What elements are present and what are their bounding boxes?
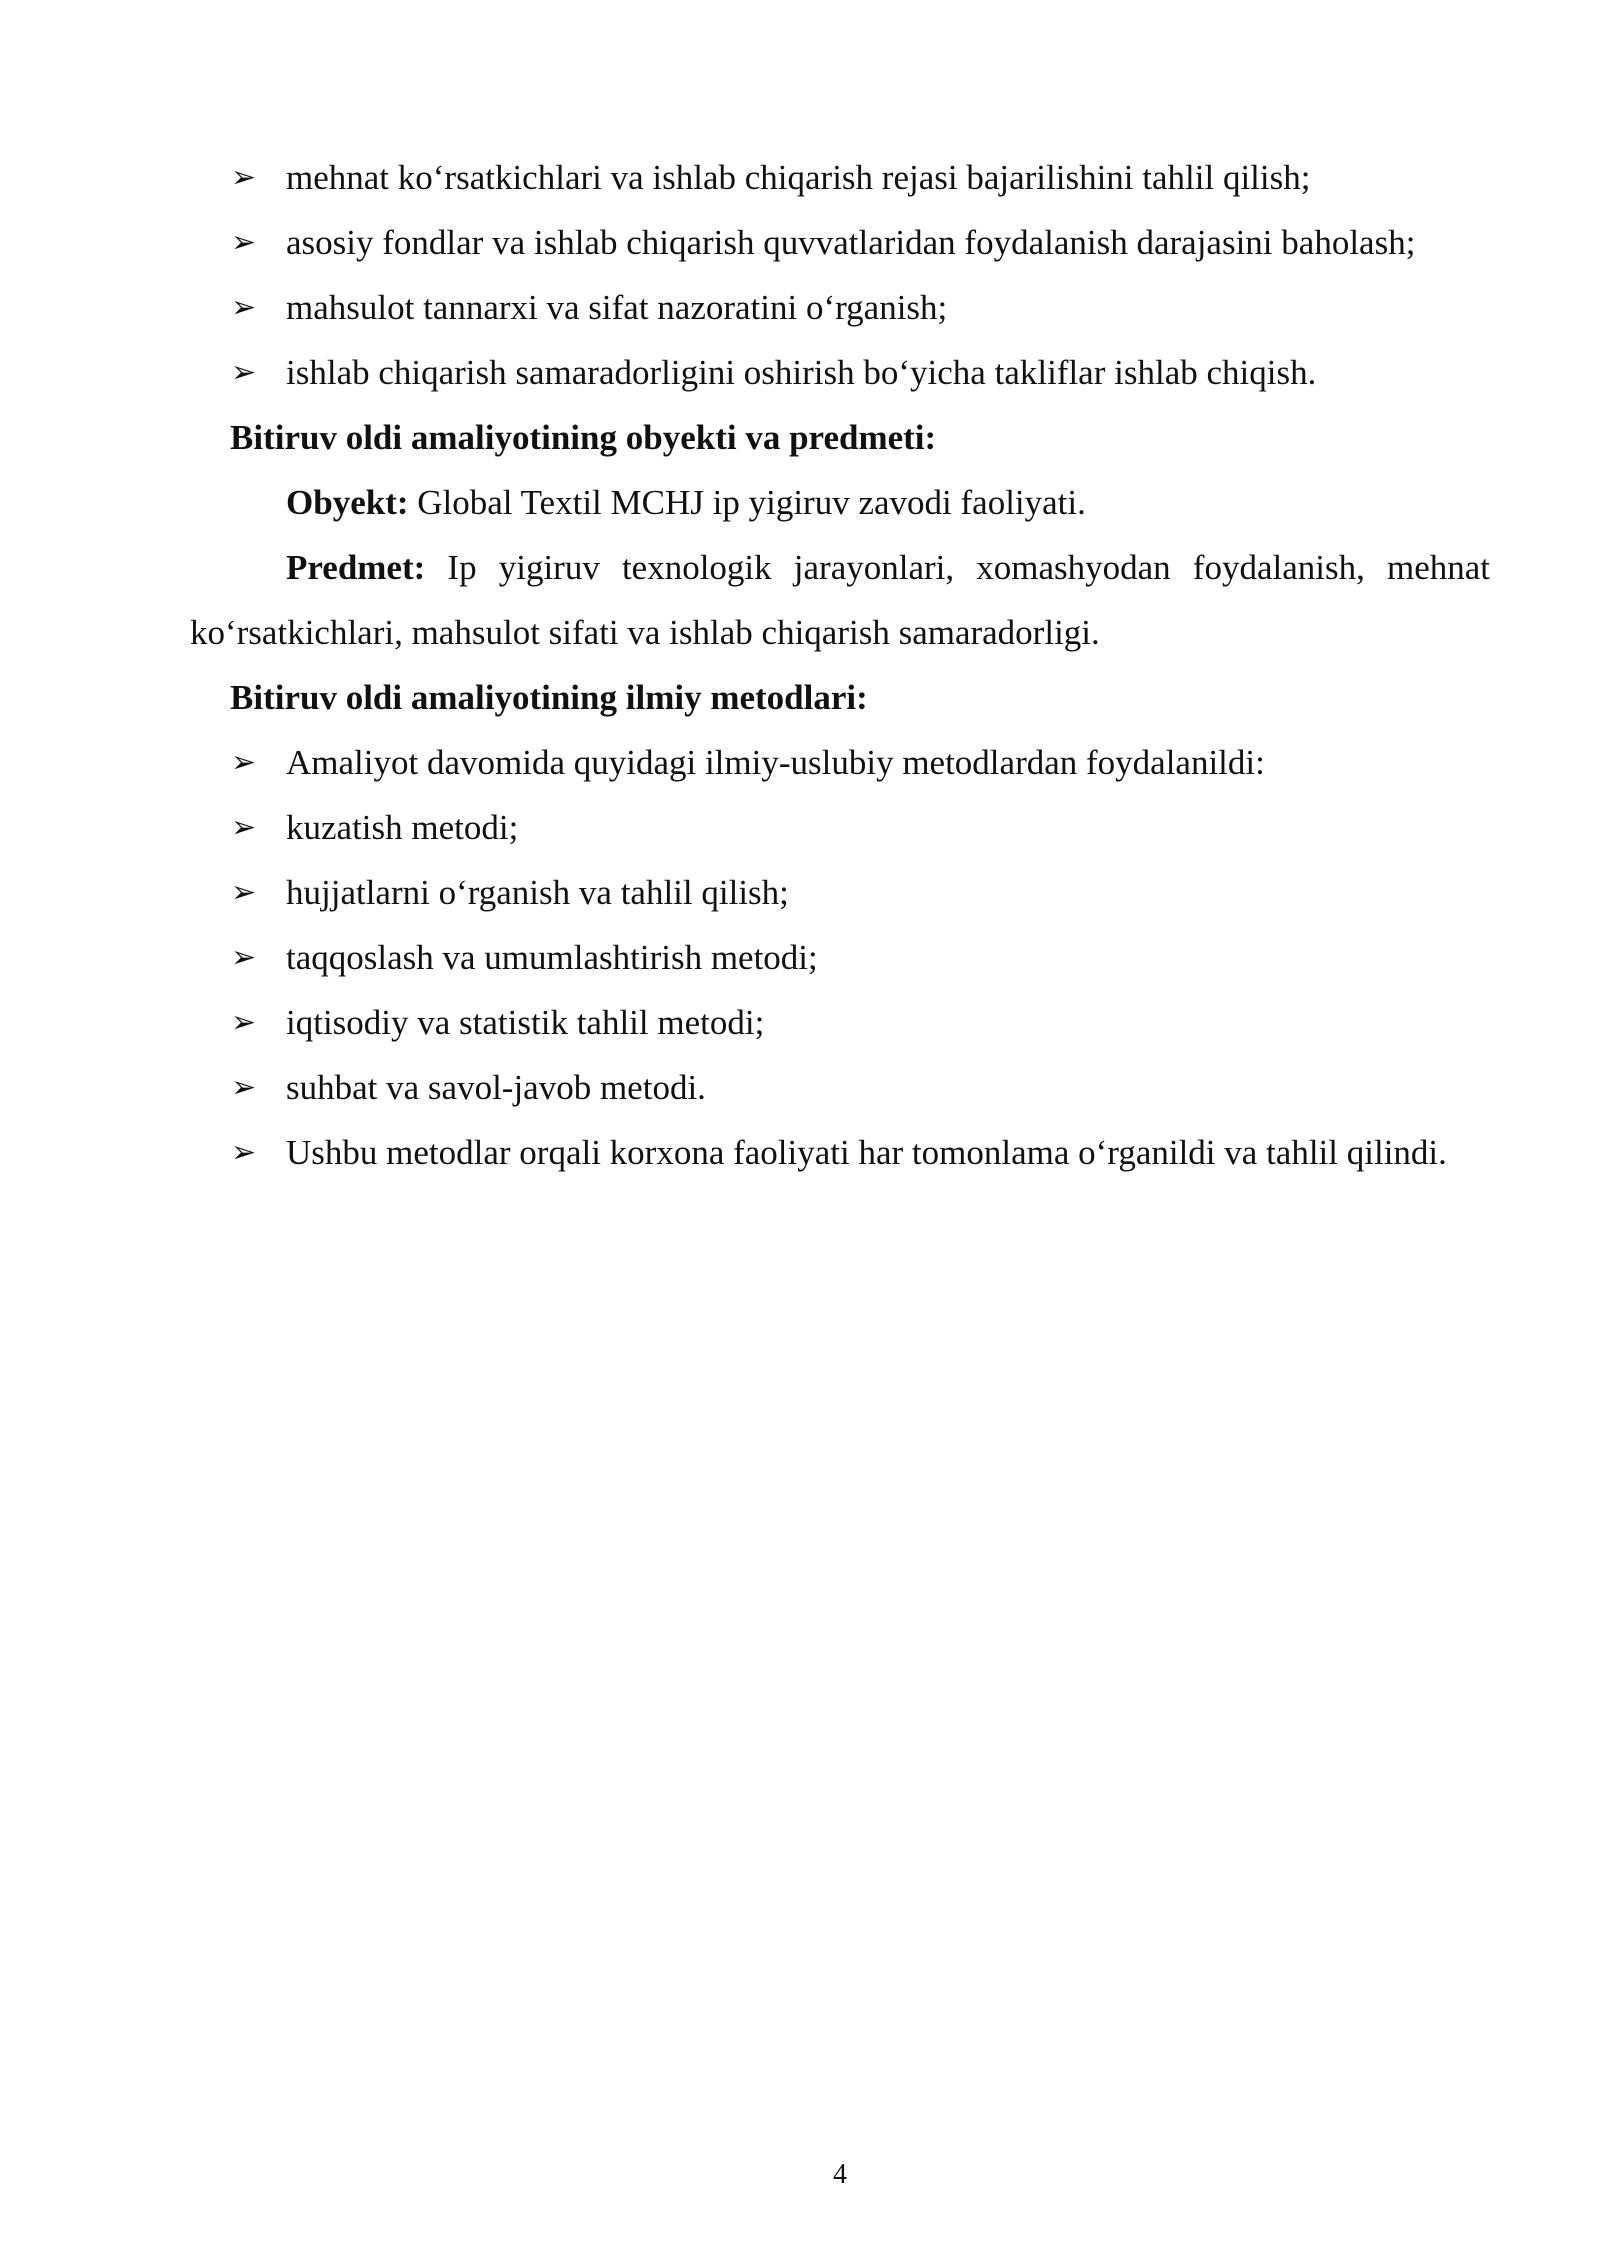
arrow-bullet-icon: ➢	[231, 160, 257, 195]
arrow-bullet-icon: ➢	[231, 810, 257, 845]
list-item	[190, 1055, 1490, 1120]
arrow-bullet-icon: ➢	[231, 355, 257, 390]
subject-paragraph	[190, 535, 1490, 665]
list-item	[190, 340, 1490, 405]
list-item	[190, 860, 1490, 925]
section-heading-object-subject: Bitiruv oldi amaliyotining obyekti va predmeti:	[230, 418, 937, 457]
list-item	[190, 795, 1490, 860]
subject-label: Predmet:	[286, 548, 426, 587]
list-item-text: hujjatlarni o‘rganish va tahlil qilish;	[286, 873, 789, 912]
list-item-text: Amaliyot davomida quyidagi ilmiy-uslubiy metodlardan foydalanildi:	[286, 743, 1265, 782]
conclusion-text: Ushbu metodlar orqali korxona faoliyati har tomonlama o‘rganildi va tahlil qilindi.	[286, 1133, 1447, 1172]
list-item	[190, 990, 1490, 1055]
object-paragraph	[190, 470, 1490, 535]
arrow-bullet-icon: ➢	[231, 940, 257, 975]
list-item	[190, 145, 1490, 210]
arrow-bullet-icon: ➢	[231, 1135, 257, 1170]
object-text: Global Textil MCHJ ip yigiruv zavodi faoliyati.	[408, 483, 1086, 522]
subject-text: Ip yigiruv texnologik jarayonlari, xomashyodan foydalanish, mehnat ko‘rsatkichlari, mahsulot sifati va ishlab chiqarish samaradorligi.	[190, 548, 1490, 652]
arrow-bullet-icon: ➢	[231, 290, 257, 325]
list-item-text: asosiy fondlar va ishlab chiqarish quvvatlaridan foydalanish darajasini baholash;	[286, 223, 1416, 262]
arrow-bullet-icon: ➢	[231, 745, 257, 780]
list-item-text: mehnat ko‘rsatkichlari va ishlab chiqarish rejasi bajarilishini tahlil qilish;	[286, 158, 1311, 197]
arrow-bullet-icon: ➢	[231, 1005, 257, 1040]
list-item-text: iqtisodiy va statistik tahlil metodi;	[286, 1003, 765, 1042]
page-content	[190, 145, 1490, 1185]
arrow-bullet-icon: ➢	[231, 875, 257, 910]
list-item	[190, 730, 1490, 795]
conclusion-paragraph	[190, 1120, 1490, 1185]
list-item-text: taqqoslash va umumlashtirish metodi;	[286, 938, 818, 977]
arrow-bullet-icon: ➢	[231, 225, 257, 260]
arrow-bullet-icon: ➢	[231, 1070, 257, 1105]
list-item-text: ishlab chiqarish samaradorligini oshirish bo‘yicha takliflar ishlab chiqish.	[286, 353, 1317, 392]
page-number: 4	[833, 2159, 847, 2190]
list-item	[190, 925, 1490, 990]
list-item-text: mahsulot tannarxi va sifat nazoratini o‘rganish;	[286, 288, 948, 327]
section-heading-methods: Bitiruv oldi amaliyotining ilmiy metodlari:	[230, 678, 868, 717]
list-item-text: kuzatish metodi;	[286, 808, 519, 847]
list-item	[190, 210, 1490, 275]
object-label: Obyekt:	[286, 483, 409, 522]
list-item	[190, 275, 1490, 340]
list-item-text: suhbat va savol-javob metodi.	[286, 1068, 706, 1107]
